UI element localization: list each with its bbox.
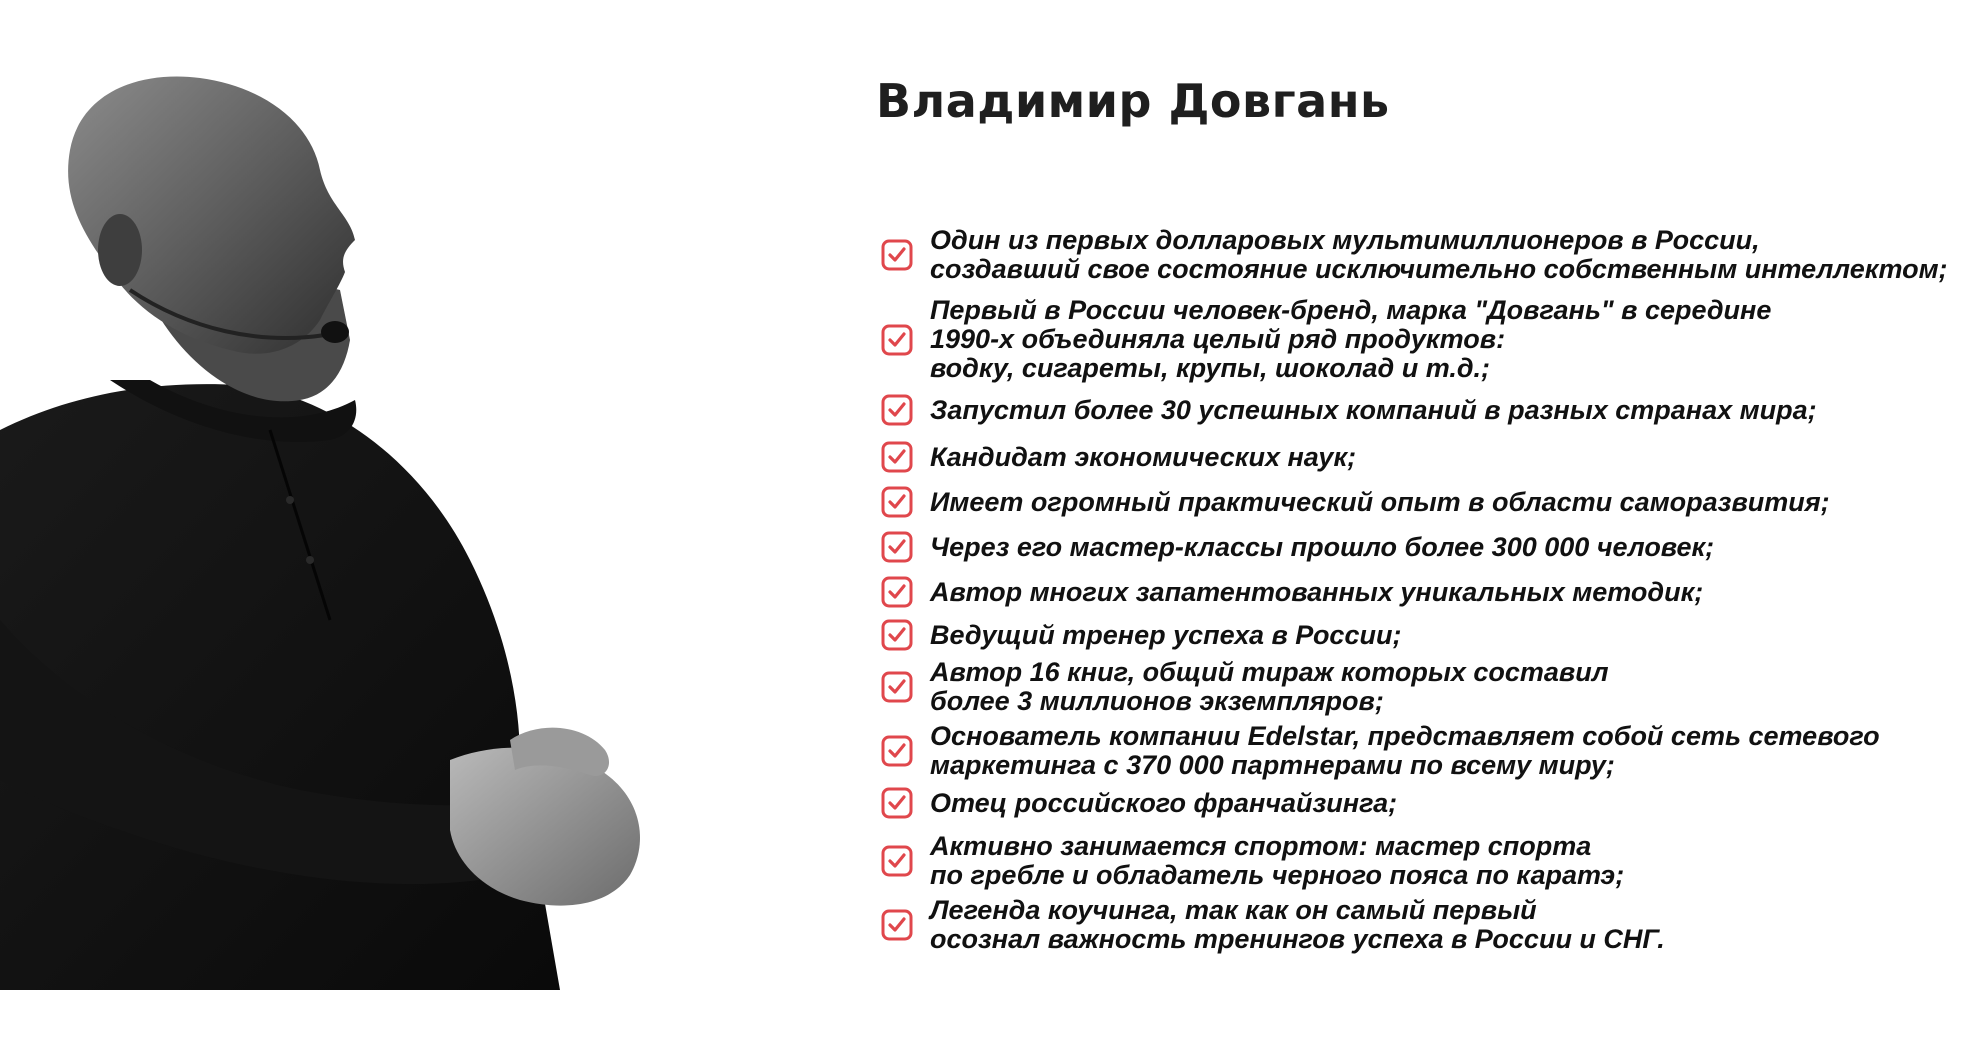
fact-text: Запустил более 30 успешных компаний в разных странах мира;: [930, 394, 1817, 425]
fact-text: Ведущий тренер успеха в России;: [930, 619, 1402, 650]
achievements-list: [880, 0, 1960, 1000]
list-item: [880, 530, 1960, 564]
checkbox-checked-icon: [880, 238, 914, 272]
checkbox-checked-icon: [880, 844, 914, 878]
checkbox-checked-icon: [880, 908, 914, 942]
fact-text: Через его мастер-классы прошло более 300 000 человек;: [930, 531, 1715, 562]
fact-text: Отец российского франчайзинга;: [930, 787, 1398, 818]
checkbox-checked-icon: [880, 530, 914, 564]
fact-text: Легенда коучинга, так как он самый первый осознал важность тренингов успеха в России и СНГ.: [930, 895, 1665, 954]
checkbox-checked-icon: [880, 575, 914, 609]
checkbox-checked-icon: [880, 440, 914, 474]
fact-text: Автор многих запатентованных уникальных методик;: [930, 576, 1704, 607]
list-item: [880, 575, 1960, 609]
list-item: [880, 440, 1960, 474]
fact-text: Кандидат экономических наук;: [930, 441, 1357, 472]
checkbox-checked-icon: [880, 786, 914, 820]
fact-text: Один из первых долларовых мультимиллионеров в России, создавший свое состояние исключительно собственным интеллектом;: [930, 225, 1948, 284]
list-item: [880, 296, 1960, 383]
list-item: [880, 832, 1960, 890]
list-item: [880, 618, 1960, 652]
checkbox-checked-icon: [880, 323, 914, 357]
checkbox-checked-icon: [880, 485, 914, 519]
person-name-heading: Владимир Довгань: [876, 74, 1390, 128]
list-item: [880, 786, 1960, 820]
checkbox-checked-icon: [880, 618, 914, 652]
list-item: [880, 722, 1960, 780]
list-item: [880, 658, 1960, 716]
list-item: [880, 896, 1960, 954]
checkbox-checked-icon: [880, 393, 914, 427]
list-item: [880, 393, 1960, 427]
checkbox-checked-icon: [880, 734, 914, 768]
portrait-photo: [0, 0, 680, 1000]
fact-text: Первый в России человек-бренд, марка "Довгань" в середине 1990-х объединяла целый ряд продуктов: водку, сигареты, крупы, шоколад и т.д.;: [930, 295, 1772, 383]
fact-text: Автор 16 книг, общий тираж которых составил более 3 миллионов экземпляров;: [930, 657, 1609, 716]
list-item: [880, 485, 1960, 519]
fact-text: Активно занимается спортом: мастер спорта по гребле и обладатель черного пояса по каратэ;: [930, 831, 1625, 890]
list-item: [880, 226, 1960, 284]
checkbox-checked-icon: [880, 670, 914, 704]
fact-text: Имеет огромный практический опыт в области саморазвития;: [930, 486, 1830, 517]
fact-text: Основатель компании Edelstar, представляет собой сеть сетевого маркетинга с 370 000 партнерами по всему миру;: [930, 721, 1880, 780]
